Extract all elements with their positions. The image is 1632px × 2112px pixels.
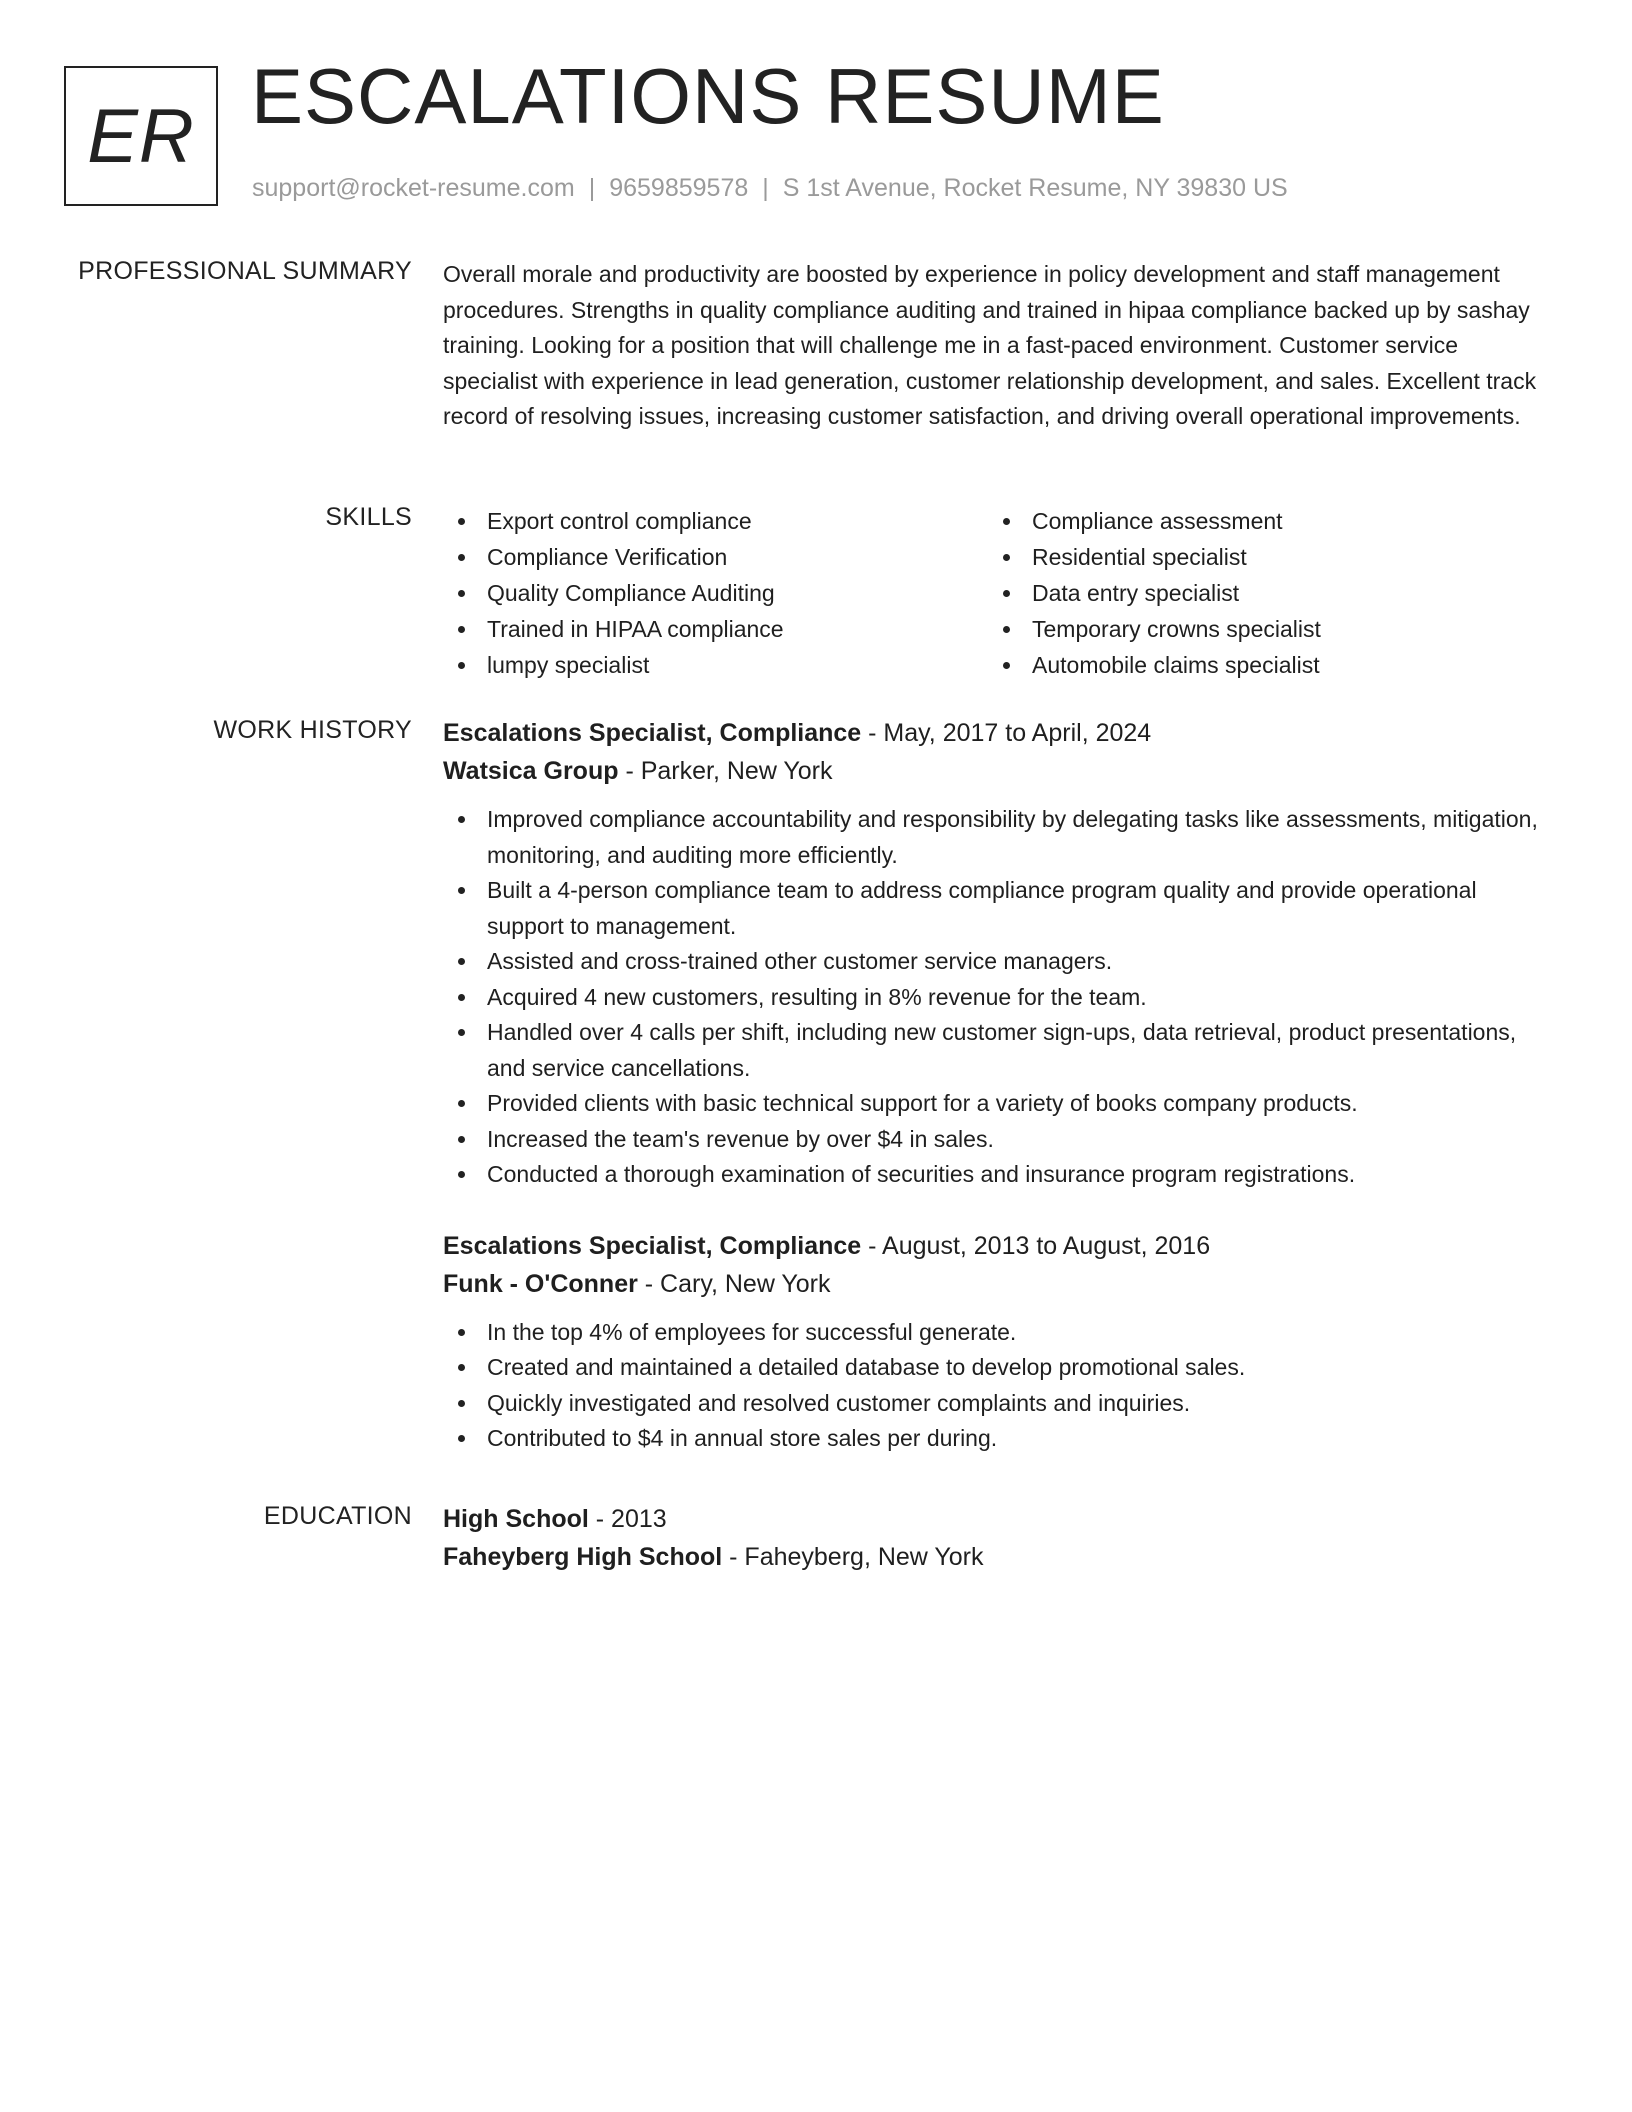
bullet-dot — [458, 662, 465, 669]
job-company-line — [443, 1265, 1559, 1303]
job-bullet-text: Created and maintained a detailed database to develop promotional sales. — [487, 1354, 1246, 1380]
skill-item — [443, 647, 988, 683]
education-school: Faheyberg High School — [443, 1543, 723, 1571]
job-company-line — [443, 752, 1559, 790]
job-bullet — [443, 944, 1559, 980]
contact-separator: | — [762, 174, 769, 202]
bullet-dot — [458, 1136, 465, 1143]
job-bullet-text: In the top 4% of employees for successful generate. — [487, 1318, 1017, 1345]
bullet-dot — [1003, 590, 1010, 597]
bullet-dot — [458, 1435, 465, 1442]
job-dates: - August, 2013 to August, 2016 — [861, 1231, 1211, 1260]
job-bullet-text: Provided clients with basic technical support for a variety of books company products. — [487, 1090, 1358, 1116]
job-entry — [443, 714, 1559, 1193]
skill-item — [443, 575, 988, 611]
job-bullet-text: Improved compliance accountability and responsibility by delegating tasks like assessments, mitigation, monitoring, and auditing more efficiently. — [487, 806, 1538, 868]
bullet-dot — [458, 816, 465, 823]
job-title: Escalations Specialist, Compliance — [443, 719, 862, 747]
bullet-dot — [458, 1171, 465, 1178]
bullet-dot — [458, 626, 465, 633]
bullet-dot — [458, 1329, 465, 1336]
skills-list-right — [988, 503, 1488, 683]
contact-line — [252, 174, 1288, 203]
skill-item — [988, 539, 1488, 575]
job-bullet-text: Conducted a thorough examination of securities and insurance program registrations. — [487, 1161, 1356, 1187]
skill-item — [988, 611, 1488, 647]
skill-text: Residential specialist — [1032, 544, 1247, 570]
bullet-dot — [458, 1364, 465, 1371]
contact-email: support@rocket-resume.com — [252, 174, 575, 202]
skill-item — [988, 575, 1488, 611]
job-entry — [443, 1227, 1559, 1457]
bullet-dot — [458, 887, 465, 894]
bullet-dot — [458, 554, 465, 561]
education-body — [443, 1500, 1559, 1576]
bullet-dot — [458, 1029, 465, 1036]
skill-text: Data entry specialist — [1032, 580, 1240, 606]
job-bullet — [443, 802, 1559, 873]
skill-item — [988, 647, 1488, 683]
job-bullet — [443, 980, 1559, 1016]
bullet-dot — [458, 1100, 465, 1107]
job-bullet-list — [443, 802, 1559, 1193]
job-bullet — [443, 1315, 1559, 1351]
skills-label: SKILLS — [325, 503, 412, 531]
contact-separator: | — [588, 174, 596, 202]
education-degree-line — [443, 1500, 1559, 1538]
job-location: - Parker, New York — [618, 757, 833, 785]
skill-item — [443, 503, 988, 539]
job-title-line — [443, 714, 1559, 752]
skill-text: Automobile claims specialist — [1032, 652, 1320, 678]
job-location: - Cary, New York — [637, 1269, 831, 1298]
bullet-dot — [458, 958, 465, 965]
skill-text: Trained in HIPAA compliance — [487, 616, 784, 642]
education-label: EDUCATION — [263, 1502, 412, 1530]
bullet-dot — [458, 994, 465, 1001]
monogram-badge: ER — [64, 66, 218, 206]
job-bullet — [443, 1122, 1559, 1158]
education-degree: High School — [443, 1505, 589, 1533]
job-title: Escalations Specialist, Compliance — [443, 1231, 862, 1260]
contact-address: S 1st Avenue, Rocket Resume, NY 39830 US — [782, 174, 1288, 202]
job-company: Watsica Group — [443, 757, 619, 785]
job-title-line — [443, 1227, 1559, 1265]
skill-text: Compliance assessment — [1032, 508, 1283, 534]
skill-text: Compliance Verification — [487, 544, 728, 570]
job-bullet-text: Acquired 4 new customers, resulting in 8% revenue for the team. — [487, 983, 1147, 1010]
summary-body — [443, 257, 1559, 435]
bullet-dot — [1003, 554, 1010, 561]
job-bullet-text: Handled over 4 calls per shift, including new customer sign-ups, data retrieval, product presentations, and service cancellations. — [487, 1019, 1517, 1081]
job-bullet-text: Quickly investigated and resolved customer complaints and inquiries. — [487, 1389, 1191, 1416]
skill-item — [443, 539, 988, 575]
bullet-dot — [458, 1400, 465, 1407]
work-history-body — [443, 714, 1559, 1457]
job-bullet-text: Built a 4-person compliance team to address compliance program quality and provide operational support to management. — [487, 877, 1477, 939]
job-dates: - May, 2017 to April, 2024 — [861, 719, 1152, 747]
education-location: - Faheyberg, New York — [722, 1543, 984, 1571]
skill-text: Quality Compliance Auditing — [487, 580, 775, 606]
bullet-dot — [458, 590, 465, 597]
job-bullet-list — [443, 1315, 1559, 1457]
bullet-dot — [1003, 518, 1010, 525]
bullet-dot — [458, 518, 465, 525]
contact-phone: 9659859578 — [609, 174, 749, 202]
education-year: - 2013 — [588, 1505, 667, 1533]
skills-body — [443, 503, 1559, 683]
job-bullet — [443, 1157, 1559, 1193]
skill-item — [443, 611, 988, 647]
summary-label: PROFESSIONAL SUMMARY — [78, 257, 412, 285]
bullet-dot — [1003, 626, 1010, 633]
skill-text: Export control compliance — [487, 508, 752, 534]
skills-list-left — [443, 503, 988, 683]
job-bullet-text: Increased the team's revenue by over $4 in sales. — [487, 1125, 994, 1152]
summary-text: Overall morale and productivity are boosted by experience in policy development and staff management procedures. Strengths in quality compliance auditing and trained in hipaa compliance backed up by sashay training. Looking for a position that will challenge me in a fast-paced environment. Customer service specialist with experience in lead generation, customer relationship development, and sales. Excellent track record of resolving issues, increasing customer satisfaction, and driving overall operational improvements. — [443, 261, 1537, 429]
resume-name: ESCALATIONS RESUME — [251, 52, 1165, 140]
job-bullet — [443, 1421, 1559, 1457]
skill-text: lumpy specialist — [487, 652, 650, 678]
job-bullet — [443, 1350, 1559, 1386]
job-bullet-text: Contributed to $4 in annual store sales per during. — [487, 1425, 998, 1451]
job-bullet — [443, 1386, 1559, 1422]
job-bullet — [443, 1015, 1559, 1086]
work-history-label: WORK HISTORY — [213, 716, 412, 744]
job-bullet-text: Assisted and cross-trained other customer service managers. — [487, 948, 1113, 974]
education-school-line — [443, 1538, 1559, 1576]
bullet-dot — [1003, 662, 1010, 669]
skill-text: Temporary crowns specialist — [1032, 616, 1321, 642]
job-company: Funk - O'Conner — [443, 1269, 638, 1298]
skill-item — [988, 503, 1488, 539]
job-bullet — [443, 1086, 1559, 1122]
job-bullet — [443, 873, 1559, 944]
